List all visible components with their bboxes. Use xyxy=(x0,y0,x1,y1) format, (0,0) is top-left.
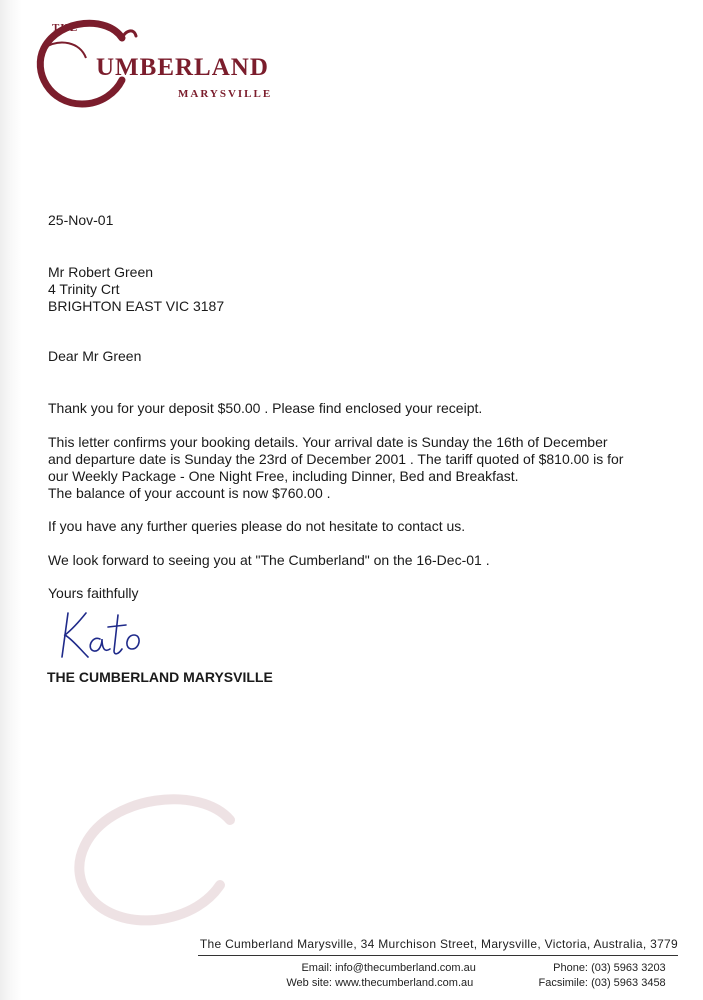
paragraph-booking-line: our Weekly Package - One Night Free, including Dinner, Bed and Breakfast. xyxy=(48,468,519,484)
paragraph-booking-line: and departure date is Sunday the 23rd of December 2001 . The tariff quoted of $810.00 is for xyxy=(48,451,624,467)
paragraph-queries: If you have any further queries please do not hesitate to contact us. xyxy=(48,518,466,534)
footer-email-web xyxy=(248,961,480,991)
email-value: info@thecumberland.com.au xyxy=(335,962,476,974)
closing-phrase: Yours faithfully xyxy=(48,585,139,601)
phone-label: Phone: xyxy=(553,962,588,974)
fax-label: Facsimile: xyxy=(538,977,588,989)
scan-edge xyxy=(0,0,22,1000)
web-value: www.thecumberland.com.au xyxy=(335,977,474,989)
fax-value: (03) 5963 3458 xyxy=(591,977,666,989)
logo-name-text: UMBERLAND xyxy=(96,54,269,81)
watermark-c-icon xyxy=(60,790,260,930)
footer-divider xyxy=(198,955,678,956)
web-label: Web site: xyxy=(286,977,332,989)
phone-value: (03) 5963 3203 xyxy=(591,962,666,974)
signatory-name: THE CUMBERLAND MARYSVILLE xyxy=(47,669,273,685)
paragraph-look-forward: We look forward to seeing you at "The Cumberland" on the 16-Dec-01 . xyxy=(48,552,490,568)
paragraph-deposit: Thank you for your deposit $50.00 . Please find enclosed your receipt. xyxy=(48,400,483,416)
email-label: Email: xyxy=(301,962,332,974)
letter-date: 25-Nov-01 xyxy=(48,212,114,228)
recipient-suburb: BRIGHTON EAST VIC 3187 xyxy=(48,298,225,314)
signature-image xyxy=(56,605,156,665)
paragraph-booking-line: This letter confirms your booking details. Your arrival date is Sunday the 16th of December xyxy=(48,434,608,450)
logo-town-text: MARYSVILLE xyxy=(178,88,273,100)
letterhead-logo xyxy=(30,8,280,118)
recipient-name: Mr Robert Green xyxy=(48,264,154,280)
footer-address: The Cumberland Marysville, 34 Murchison Street, Marysville, Victoria, Australia, 3779 xyxy=(199,937,678,951)
logo-the-text: THE xyxy=(52,22,79,34)
recipient-street: 4 Trinity Crt xyxy=(48,281,120,297)
paragraph-booking-line: The balance of your account is now $760.00 . xyxy=(48,485,331,501)
footer-phone-fax xyxy=(516,961,678,991)
salutation: Dear Mr Green xyxy=(48,348,142,364)
